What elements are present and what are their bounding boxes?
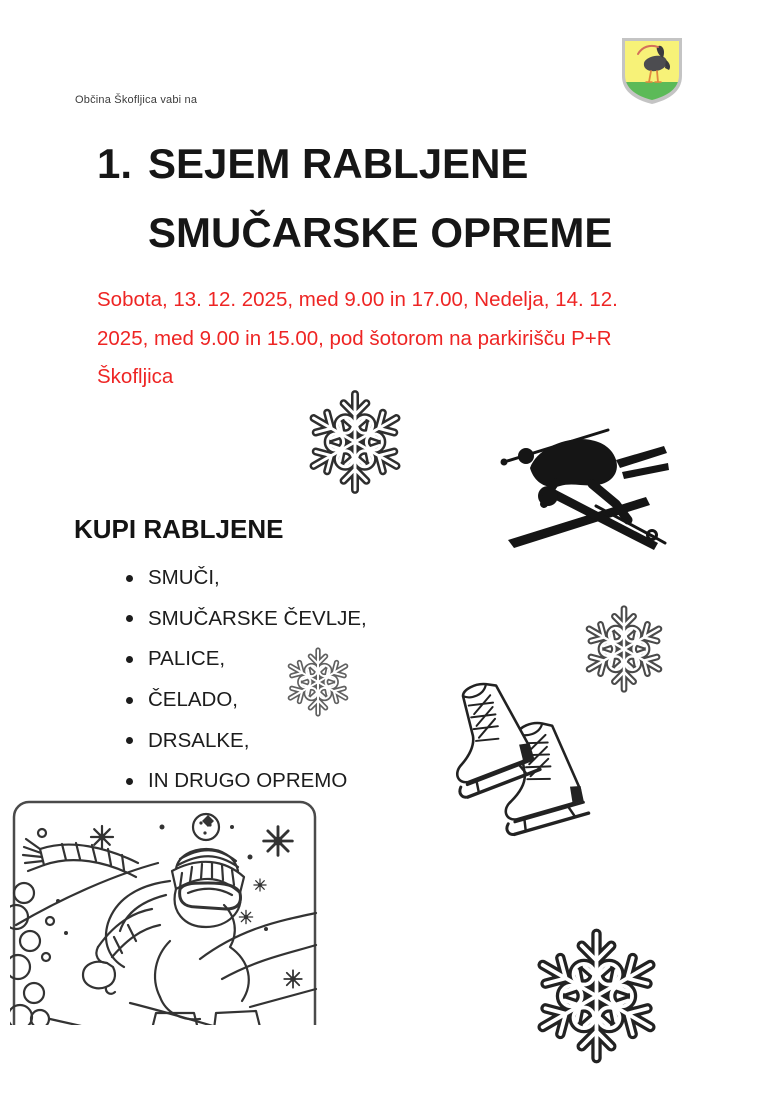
list-item: PALICE, xyxy=(126,639,367,680)
freestyle-skier-illustration xyxy=(496,420,671,560)
title-line-1: SEJEM RABLJENE xyxy=(148,140,529,187)
event-details-line: Sobota, 13. 12. 2025, med 9.00 in 17.00, Nedelja, 14. 12. xyxy=(97,288,618,311)
list-item: ČELADO, xyxy=(126,680,367,721)
bullet-icon xyxy=(126,656,133,663)
title-line-2: SMUČARSKE OPREME xyxy=(148,209,613,256)
event-details-line: Škofljica xyxy=(97,365,174,388)
sledding-child-coloring-illustration xyxy=(10,797,320,1025)
snowflake-icon xyxy=(297,385,413,499)
snowflake-icon xyxy=(513,922,680,1070)
list-item: IN DRUGO OPREMO xyxy=(126,761,367,802)
bullet-icon xyxy=(126,778,133,785)
bullet-icon xyxy=(126,697,133,704)
event-details xyxy=(97,281,618,397)
list-item: DRSALKE, xyxy=(126,720,367,761)
buy-section-heading: KUPI RABLJENE xyxy=(74,514,284,544)
title-number: 1. xyxy=(97,140,133,187)
bullet-icon xyxy=(126,615,133,622)
event-details-line: 2025, med 9.00 in 15.00, pod šotorom na parkirišču P+R xyxy=(97,326,612,350)
municipality-coat-of-arms-icon xyxy=(620,36,684,105)
intro-text: Občina Škofljica vabi na xyxy=(75,94,198,106)
list-item: SMUČI, xyxy=(126,558,367,599)
ice-skates-illustration xyxy=(430,676,600,864)
list-item: SMUČARSKE ČEVLJE, xyxy=(126,599,367,640)
snowflake-icon xyxy=(278,644,358,720)
page-title xyxy=(97,129,612,267)
bullet-icon xyxy=(126,737,133,744)
bullet-icon xyxy=(126,575,133,582)
